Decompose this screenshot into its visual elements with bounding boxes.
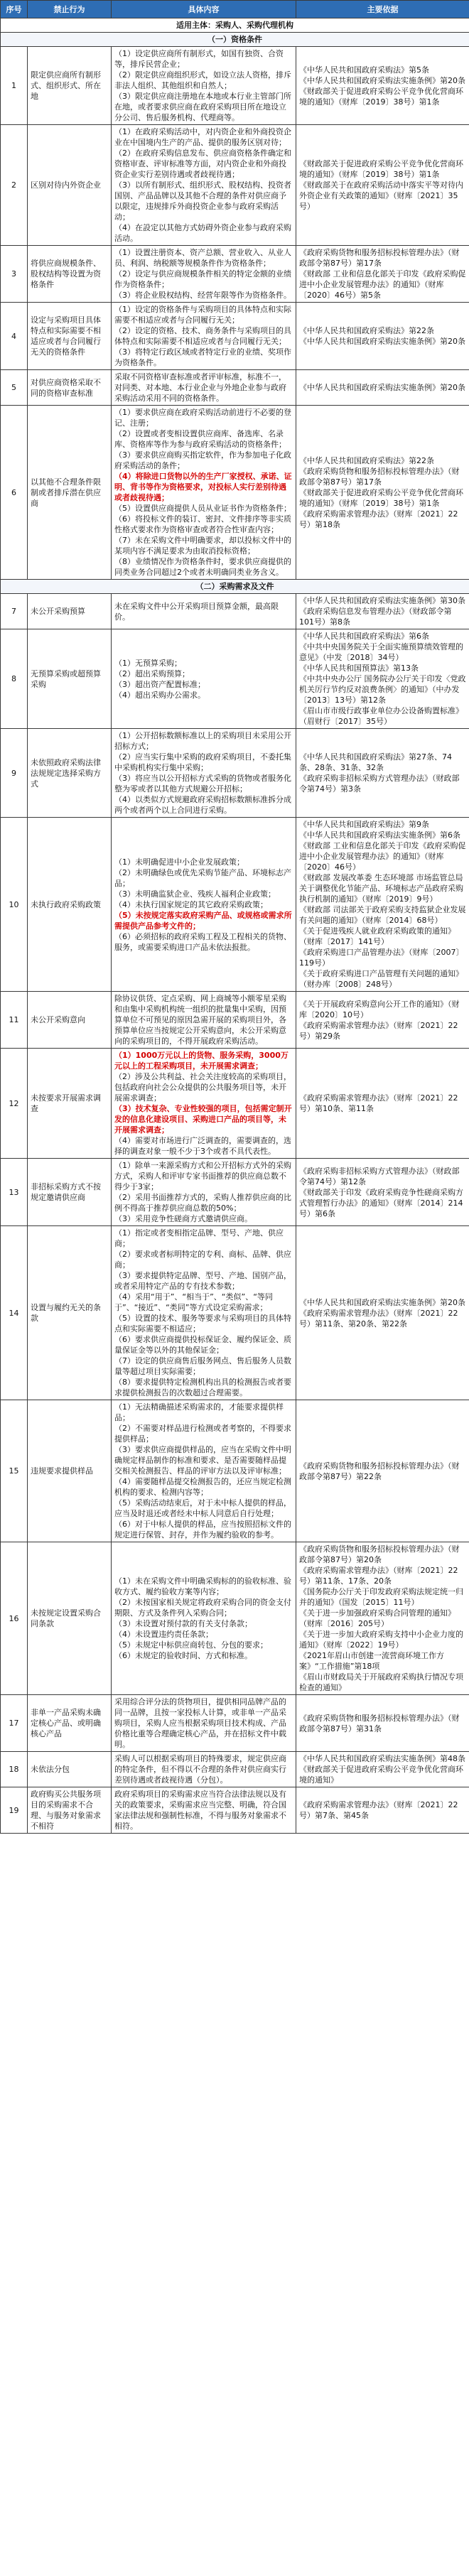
row-seq: 3 [1,246,28,303]
scope-row [1,18,469,33]
row-basis [296,594,469,629]
row-behavior: 限定供应商所有制形式、组织形式、所在地 [28,47,112,125]
row-basis [296,992,469,1049]
table-row [1,1695,469,1752]
basis-item: 《中华人民共和国政府采购法实施条例》第48条 [299,1754,465,1763]
basis-item: 《政府采购需求管理办法》（财库〔2021〕22号）第11条、第20条、第22条 [299,1308,458,1328]
content-item: （1）未明确促进中小企业发展政策； [114,857,244,867]
content-item: （1）除单一来源采购方式和公开招标方式外的采购方式，采购人和评审专家书面推荐的供应商总数不得少于3家； [114,1161,291,1191]
content-item: （3）将应当以公开招标方式采购的货物或者服务化整为零或者以其他方式规避公开招标； [114,774,291,794]
content-item: （3）超出资产配置标准； [114,679,205,689]
basis-item: 《政府采购进口产品管理办法》（财库〔2007〕119号） [299,948,464,968]
row-content [112,125,296,246]
content-item: （6）未规定的验收时间、方式和标准。 [114,1651,252,1660]
content-item: （4）以类似方式规避政府采购招标数额标准拆分成两个或者两个以上合同进行采购。 [114,795,291,815]
row-behavior: 区别对待内外资企业 [28,125,112,246]
content-item: （5）未规定中标供应商转包、分包的要求； [114,1640,268,1650]
content-item: （1）设置注册资本、资产总额、营业收入、从业人员、利润、纳税额等规模条件作为资格条件； [114,248,291,268]
content-item: （6）要求供应商提供投标保证金、履约保证金、质量保证金等以外的其他保证金； [114,1335,291,1355]
content-item: （2）要求或者标明特定的专利、商标、品牌、供应商； [114,1250,291,1270]
row-behavior: 对供应商资格采取不同的资格审查标准 [28,370,112,406]
content-item: （1）设定的资格条件与采购项目的具体特点和实际需要不相适应或者与合同履行无关； [114,305,291,325]
content-item: （7）设定的供应商售后服务网点、售后服务人员数量等超过项目实际需要； [114,1356,291,1376]
content-item: （3）未设置对预付款的有关支付条款； [114,1619,252,1628]
basis-item: 《政府采购需求管理办法》（财库〔2021〕22号）第7条、第45条 [299,1800,458,1820]
content-item-highlighted: （5）未按规定落实政府采购产品、或规格或需求所需提供产品参考文件的； [114,910,292,931]
content-item: （8）要求提供特定检测机构出具的检测报告或者要求提供检测报告的次数超过合理需要。 [114,1378,291,1397]
section-title-qualification: （一）资格条件 [1,33,469,47]
basis-item: 《政府采购信息发布管理办法》（财政部令第101号）第8条 [299,607,452,627]
row-seq: 9 [1,729,28,818]
content-item: （8）业绩情况作为资格条件时，要求供应商提供的同类业务合同超过2个或者未明确同类业务含义。 [114,557,291,577]
basis-item: 《中华人民共和国政府采购法实施条例》第6条 [299,830,460,840]
basis-item: 《中华人民共和国政府采购法实施条例》第20条 [299,75,465,85]
row-behavior: 政府购买公共服务项目的采购需求不合理、与服务对象需求不相符 [28,1787,112,1834]
table-row [1,1542,469,1695]
content-item: （4）在設定以其他方式妨碍外资企业参与政府采购活动。 [114,223,291,243]
row-content [112,1049,296,1159]
basis-item: 《政府采购需求管理办法》（财库〔2021〕22号）第10条、第11条 [299,1093,458,1113]
row-content [112,1542,296,1695]
row-content [112,406,296,580]
table-row [1,1787,469,1834]
content-item-highlighted: （4）将除进口货物以外的生产厂家授权、承诺、证明、背书等作为资格要求，对投标人实行差别待遇或者歧视待遇； [114,472,292,502]
content-item: （1）设定供应商所有制形式，如国有独资、合资等，排斥民营企业； [114,49,284,69]
row-seq: 4 [1,303,28,370]
content-item: （2）设定的资格、技术、商务条件与采购项目的具体特点和实际需要不相适应或者与合同履行无关； [114,326,291,346]
basis-item: 《关于开展政府采购意向公开工作的通知》（财库〔2020〕10号） [299,999,460,1019]
basis-item: 《中共中央国务院关于全面实施预算绩效管理的意见》（中发〔2018〕34号） [299,642,463,662]
row-basis [296,1752,469,1787]
basis-item: 《中华人民共和国政府采购法》第22条 [299,326,434,335]
content-item: （1）无预算采购； [114,658,182,668]
row-basis [296,1787,469,1834]
basis-item: 《中华人民共和国预算法》第13条 [299,664,419,673]
content-item: （4）需要对市场进行广泛调查的，需要调查的，选择的调查对象一般不少于3个或者不具代表性。 [114,1136,291,1156]
row-content [112,246,296,303]
row-basis [296,246,469,303]
row-behavior: 设定与采购项目具体特点和实际需要不相适应或者与合同履行无关的资格条件 [28,303,112,370]
row-basis [296,406,469,580]
row-seq: 15 [1,1400,28,1542]
basis-item: 《关于促进残疾人就业政府采购政策的通知》（财库〔2017〕141号） [299,926,455,946]
basis-item: 《财政部关于促进政府采购公平竞争优化营商环境的通知》（财库〔2019〕38号）第1条 [299,159,463,179]
content-item: 除协议供货、定点采购、网上商城等小额零星采购和由集中采购机构统一组织的批量集中采购，因预算单位不可预见的原因急需开展的采购项目外，各预算单位应当按规定公开采购意向，未公开采购意向的采购项目的，不得开展政府采购活动。 [114,994,286,1046]
content-item: （2）不需要对样品进行检测或者考察的，不得要求提供样品； [114,1424,291,1444]
row-basis [296,1159,469,1226]
row-seq: 18 [1,1752,28,1787]
basis-item: 《关于进一步加大政府采购支持中小企业力度的通知》（财库〔2022〕19号） [299,1630,463,1650]
content-item: 政府采购项目的采购需求应当符合法律法规以及有关的政策要求，采购需求应当完整、明确，符合国家法律法规和强制性标准，不得与服务对象需求不相符。 [114,1790,286,1831]
basis-item: 《2021年眉山市创建一流营商环境工作方案》“工作措施”第18项 [299,1651,444,1671]
row-behavior: 设置与履约无关的条款 [28,1226,112,1400]
table-row [1,629,469,729]
content-item: （2）设置或者变相设置供应商库、备选库、名录库、资格库等作为参与政府采购活动的资格条件； [114,429,286,449]
row-basis [296,818,469,992]
row-behavior: 以其他不合理条件限制或者排斥潜在供应商 [28,406,112,580]
table-row [1,1226,469,1400]
content-item: （4）采用“用于”、“相当于”、“类似”、“等同于”、“接近”、“类同”等方式设定采购需求； [114,1292,273,1312]
basis-item: 《中华人民共和国政府采购法》第27条、74条、28条、31条、32条 [299,752,452,772]
basis-item: 《财政部关于促进政府采购公平竞争优化营商环境的通知》 [299,1765,463,1785]
row-basis [296,1049,469,1159]
basis-item: 《中华人民共和国政府采购法实施条例》第20条 [299,1297,465,1307]
table-row [1,1752,469,1787]
row-content [112,1226,296,1400]
basis-item: 《政府采购货物和服务招标投标管理办法》（财政部令第87号）第31条 [299,1713,460,1733]
basis-item: 《眉山市财政局关于开展政府采购执行情况专项检查的通知》 [299,1672,463,1692]
scope-text: 适用主体：采购人、采购代理机构 [1,18,469,33]
content-item: （2）采用书面推荐方式的，采购人推荐供应商的比例不得高于推荐供应商总数的50%； [114,1193,291,1213]
basis-item: 《财政部 工业和信息化部关于印发《政府采购促进中小企业发展管理办法》的通知》（财库〔2020〕46号）第5条 [299,269,466,300]
row-content [112,629,296,729]
table-row [1,370,469,406]
table-row [1,406,469,580]
basis-item: 《中华人民共和国政府采购法实施条例》第30条 [299,596,465,605]
basis-item: 《中华人民共和国政府采购法》第22条 [299,455,434,465]
basis-item: 《政府采购非招标采购方式管理办法》（财政部令第74号）第3条 [299,774,460,794]
row-content [112,729,296,818]
basis-item: 《财政部 发展改革委 生态环境部 市场监管总局关于调整优化节能产品、环境标志产品政府采购执行机制的通知》（财库〔2019〕9号） [299,873,463,904]
row-seq: 11 [1,992,28,1049]
content-item: （2）涉及公共利益、社会关注度较高的采购项目，包括政府向社会公众提供的公共服务项目等，未开展需求调查； [114,1072,291,1103]
row-seq: 12 [1,1049,28,1159]
basis-item: 《财政部 司法部关于政府采购支持监狱企业发展有关问题的通知》（财库〔2014〕68号） [299,905,466,925]
content-item: 采购人可以根据采购项目的特殊要求，规定供应商的特定条件，但不得以不合理的条件对供应商实行差别待遇或者歧视待遇（分包）。 [114,1754,286,1785]
row-behavior: 未依照政府采购法律法规规定选择采购方式 [28,729,112,818]
row-basis [296,1226,469,1400]
row-behavior: 未执行政府采购政策 [28,818,112,992]
row-basis [296,303,469,370]
row-behavior: 未公开采购预算 [28,594,112,629]
row-seq: 13 [1,1159,28,1226]
row-behavior: 非招标采购方式不按规定邀请供应商 [28,1159,112,1226]
row-content [112,1695,296,1752]
header-behavior: 禁止行为 [28,1,112,18]
content-item: 采取不同资格审查标准或者评审标准，标准不一，对同类、对本地、本行业企业与外地企业参与政府采购活动采用不同的资格条件。 [114,372,286,403]
row-behavior: 违规要求提供样品 [28,1400,112,1542]
basis-item: 《中华人民共和国政府采购法实施条例》第20条 [299,337,465,346]
row-basis [296,125,469,246]
content-item: （3）要求供应商购买指定软件，作为参加电子化政府采购活动的条件； [114,450,291,470]
row-seq: 16 [1,1542,28,1695]
content-item: （2）未按国家相关规定将政府采购合同的资金支付期限、方式及条件列入采购合同； [114,1598,291,1618]
basis-item: 《财政部关于印发《政府采购竞争性磋商采购方式管理暂行办法》的通知》（财库〔2014〕214号）第6条 [299,1187,463,1218]
content-item: （4）超出采购办公需求。 [114,690,205,700]
content-item: （3）未明确监狱企业、残疾人福利企业政策； [114,889,276,899]
basis-item: 《中华人民共和国政府采购法》第6条 [299,632,429,641]
basis-item: 《政府采购需求管理办法》（财库〔2021〕22号）第18条 [299,509,458,529]
basis-item: 《政府采购货物和服务招标投标管理办法》（财政部令第87号）第17条 [299,466,460,487]
table-row [1,594,469,629]
table-body [1,18,469,1834]
content-item: （3）要求供应商提供样品的，应当在采购文件中明确规定样品制作的标准和要求、是否需要随样品提交相关检测报告、样品的评审方法以及评审标准； [114,1445,291,1476]
basis-item: 《政府采购货物和服务招标投标管理办法》（财政部令第87号）第22条 [299,1461,460,1481]
basis-item: 《政府采购需求管理办法》（财库〔2021〕22号）第29条 [299,1020,458,1041]
row-seq: 14 [1,1226,28,1400]
content-item: （2）超出采购预算； [114,669,190,678]
basis-item: 《关于进一步加强政府采购合同管理的通知》（财库〔2016〕205号） [299,1608,455,1628]
row-seq: 6 [1,406,28,580]
row-content [112,992,296,1049]
content-item: （3）以所有制形式、组织形式、股权结构、投资者国别、产品品牌以及其他不合理的条件对供应商予以限定，违规排斥外商投资企业参与政府采购活动； [114,180,291,222]
row-basis [296,1542,469,1695]
row-content [112,594,296,629]
table-row [1,992,469,1049]
content-item: （4）需要随样品提交检测报告的，还应当规定检测机构的要求、检测内容等； [114,1477,291,1497]
row-behavior: 未按要求开展需求调查 [28,1049,112,1159]
content-item: （4）未执行国家规定的其它政府采购政策； [114,899,268,909]
content-item: （2）未明确绿色或优先采购节能产品、环境标志产品； [114,867,291,888]
table-row [1,47,469,125]
section-title-requirements: （二）采购需求及文件 [1,580,469,594]
basis-item: 《财政部关于促进政府采购公平竞争优化营商环境的通知》（财库〔2019〕38号）第1条 [299,487,463,508]
table-row [1,246,469,303]
content-item-highlighted: （3）技术复杂、专业性较强的项目，包括需定制开发的信息化建设项目、采购进口产品的项目等，未开展需求调查； [114,1104,292,1135]
content-item: 采用综合评分法的货物项目，提供相同品牌产品的同一品牌，且按一家投标人计算，或非单一产品采购项目，采购人应当根据采购项目技术构成、产品价格比重等合理确定核心产品，并在招标文件中载明。 [114,1697,286,1749]
content-item: （6）必须招标的政府采购工程及工程相关的货物、服务，或需要采购进口产品未依法报批。 [114,931,291,952]
table-row [1,818,469,992]
table-row [1,1400,469,1542]
header-row [1,1,469,18]
section-row [1,33,469,47]
table-row [1,303,469,370]
row-behavior: 非单一产品采购未确定核心产品、或明确核心产品 [28,1695,112,1752]
row-seq: 2 [1,125,28,246]
row-behavior: 未公开采购意向 [28,992,112,1049]
content-item: （6）对于中标人提供的样品，应当按照招标文件的规定进行保管、封存，并作为履约验收的参考。 [114,1520,291,1539]
row-content [112,370,296,406]
row-behavior: 将供应商规模条件、股权结构等设置为资格条件 [28,246,112,303]
basis-item: 《政府采购需求管理办法》（财库〔2021〕22号）第11条、17条、20条 [299,1566,458,1586]
content-item: （1）公开招标数额标准以上的采购项目未采用公开招标方式； [114,731,291,751]
row-content [112,818,296,992]
header-content: 具体内容 [112,1,296,18]
basis-item: 《中华人民共和国政府采购法》第9条 [299,820,429,829]
row-content [112,1752,296,1787]
basis-item: 《财政部 工业和信息化部关于印发《政府采购促进中小企业发展管理办法》的通知》（财库〔2020〕46号） [299,841,466,872]
content-item: （3）采用竞争性磋商方式邀请供应商。 [114,1214,252,1223]
content-item: （5）设置供应商提供人员从业证书作为资格条件； [114,504,291,513]
content-item: （2）在政府采购信息发布、供应商资格条件确定和资格审查、评审标准等方面，对内资企业和外商投资企业实行差别待遇或者歧视待遇； [114,148,291,179]
content-item: （3）限定供应商注册地在本地或本行业主管部门所在地，或者要求供应商在政府采购项目所在地设立分公司、售后服务机构、代理商等。 [114,92,291,122]
basis-item: 《财政部关于促进政府采购公平竞争优化营商环境的通知》（财库〔2019〕38号）第1条 [299,86,463,107]
table-row [1,1159,469,1226]
row-content [112,303,296,370]
content-item: （3）将企业股权结构、经营年限等作为资格条件。 [114,291,291,300]
row-content [112,1159,296,1226]
row-seq: 17 [1,1695,28,1752]
content-item: （2）限定供应商组织形式，如设立法人资格，排斥非法人组织、其他组织和自然人； [114,70,291,90]
content-item-highlighted: （1）1000万元以上的货物、服务采购，3000万元以上的工程采购项目，未开展需求调查； [114,1051,289,1071]
table-row [1,729,469,818]
content-item: （1）无法精确描述采购需求的，才能要求提供样品； [114,1402,284,1422]
content-item: （1）要求供应商在政府采购活动前进行不必要的登记、注册； [114,408,291,428]
basis-item: 《关于政府采购进口产品管理有关问题的通知》（财办库〔2008〕248号） [299,969,463,989]
basis-item: 《政府采购货物和服务招标投标管理办法》（财政部令第87号）第20条 [299,1544,460,1564]
row-seq: 10 [1,818,28,992]
row-basis [296,47,469,125]
section-row [1,580,469,594]
content-item: （1）在政府采购活动中，对内资企业和外商投资企业在中国境内生产的产品、提供的服务区别对待； [114,127,291,147]
basis-item: 《政府采购货物和服务招标投标管理办法》（财政部令第87号）第17条 [299,248,460,268]
row-content [112,47,296,125]
header-seq: 序号 [1,1,28,18]
row-content [112,1787,296,1834]
basis-item: 《中共中央办公厅 国务院办公厅关于印发〈党政机关厉行节约反对浪费条例〉的通知》（中办发〔2013〕13号）第12条 [299,674,466,705]
row-basis [296,629,469,729]
basis-item: 《财政部关于在政府采购活动中落实平等对待内外资企业有关政策的通知》（财库〔2021〕35号） [299,180,463,211]
basis-item: 《国务院办公厅关于印发政府采购法规定统一归并的通知》（国发〔2015〕11号） [299,1587,463,1607]
row-behavior: 未依法分包 [28,1752,112,1787]
row-content [112,1400,296,1542]
content-item: （3）要求提供特定品牌、型号、产地、国别产品，或者采用特定产品的专有技术参数； [114,1271,291,1291]
basis-item: 《眉山市市级行政事业单位办公设备购置标准》（眉财行〔2017〕35号） [299,706,463,726]
content-item: （7）未在采购文件中明确要求，却以投标文件中的某项内容不满足要求为由取消投标资格； [114,536,291,556]
row-seq: 8 [1,629,28,729]
row-basis [296,1695,469,1752]
content-item: （6）将投标文件的装订、密封、文件排序等非实质性格式要求作为资格审查或者符合性审查内容； [114,514,291,534]
content-item: （1）未在采购文件中明确采购标的的验收标准、验收方式、履约验收方案等内容； [114,1576,291,1596]
row-basis [296,1400,469,1542]
row-seq: 5 [1,370,28,406]
basis-item: 《政府采购非招标采购方式管理办法》（财政部令第74号）第12条 [299,1166,460,1186]
content-item: （2）设定与供应商规模条件相关的特定金额的业绩作为资格条件； [114,269,291,289]
table-row [1,125,469,246]
row-basis [296,370,469,406]
content-item: （1）指定或者变相指定品牌、型号、产地、供应商； [114,1228,284,1248]
row-seq: 1 [1,47,28,125]
row-seq: 19 [1,1787,28,1834]
content-item: （4）未设置违约责任条款； [114,1630,213,1639]
content-item: （5）设置的技术、服务等要求与采购项目的具体特点和实际需要不相适应； [114,1314,291,1333]
table-row [1,1049,469,1159]
row-behavior: 无预算采购或超预算采购 [28,629,112,729]
content-item: 未在采购文件中公开采购项目预算金额，最高限价。 [114,601,279,622]
row-basis [296,729,469,818]
row-behavior: 未按规定设置采购合同条款 [28,1542,112,1695]
row-seq: 7 [1,594,28,629]
content-item: （3）将特定行政区域或者特定行业的业绩、奖项作为资格条件。 [114,347,291,367]
header-basis: 主要依据 [296,1,469,18]
content-item: （2）应当实行集中采购的政府采购项目，不委托集中采购机构实行集中采购； [114,752,291,772]
basis-item: 《中华人民共和国政府采购法》第5条 [299,65,429,75]
basis-item: 《中华人民共和国政府采购法实施条例》第20条 [299,383,465,392]
content-item: （5）采购活动结束后，对于未中标人提供的样品，应当及时退还或者经未中标人同意后自行处理； [114,1498,291,1518]
